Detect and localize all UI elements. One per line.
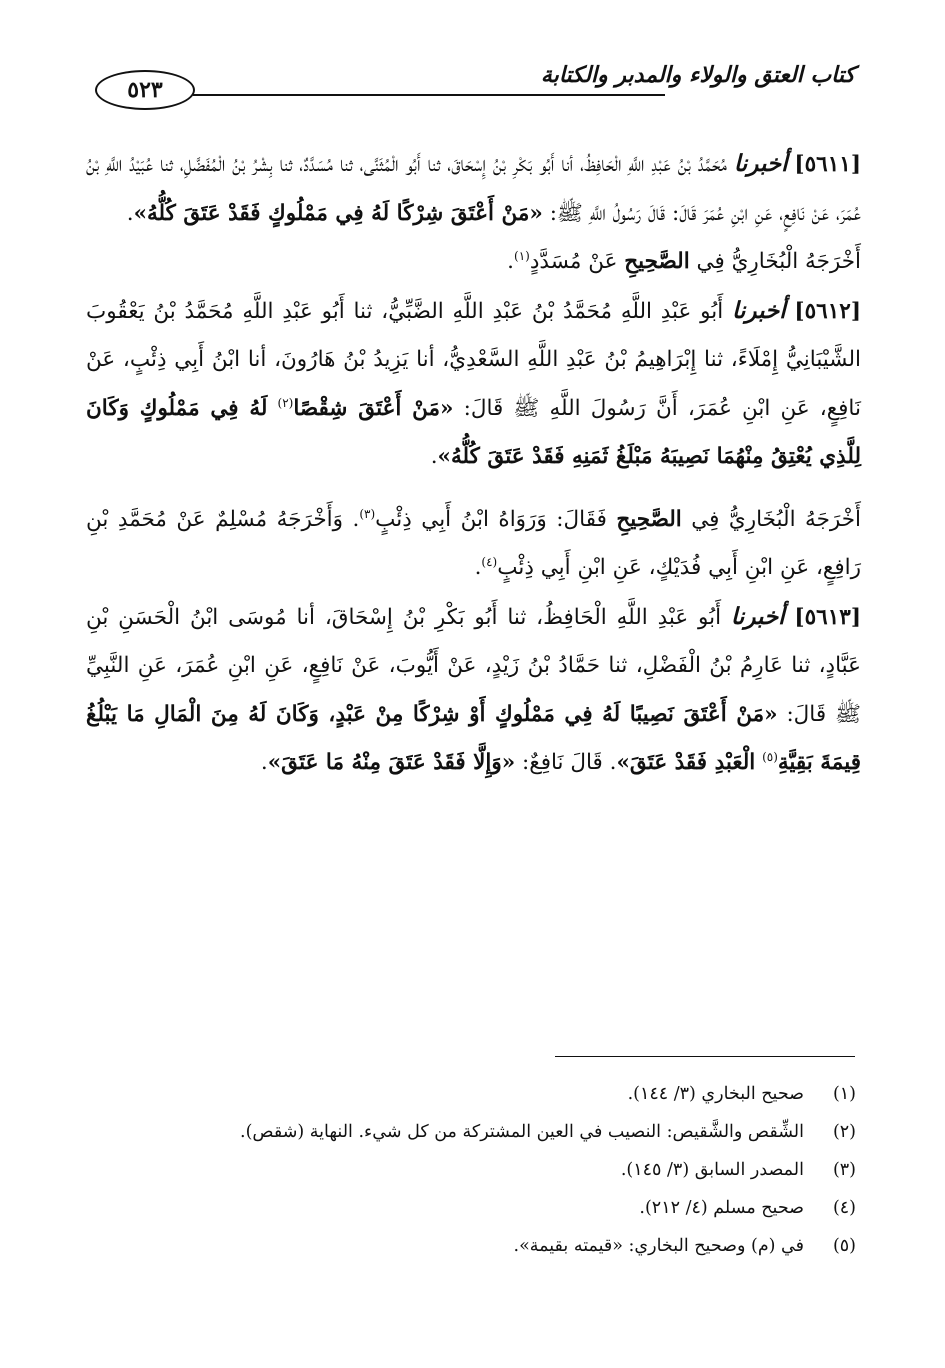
narrator-note: . قَالَ نَافِعٌ: [522, 750, 617, 775]
footnotes [86, 1075, 856, 1265]
hadith-5611 [86, 140, 861, 238]
running-head: كتاب العتق والولاء والمدبر والكتابة [540, 62, 855, 88]
footnote [86, 1227, 856, 1265]
footnote-text: صحيح البخاري (٣/ ١٤٤). [627, 1084, 804, 1104]
period: . [126, 200, 134, 226]
hadith-number: [٥٦١٣] [794, 604, 861, 630]
footnote-text: صحيح مسلم (٤/ ٢١٢). [639, 1198, 804, 1218]
hadith-5612 [86, 287, 861, 482]
takhrij-text: أَخْرَجَهُ الْبُخَارِيُّ فِي [691, 506, 861, 532]
matn: «مَنْ أَعْتَقَ شِرْكًا لَهُ فِي مَمْلُوكٍ فَقَدْ عَتَقَ كُلُّهُ» [133, 200, 543, 226]
hadith-number: [٥٦١١] [794, 152, 861, 177]
isnad: مُحَمَّدُ بْنُ عَبْدِ اللَّهِ الْحَافِظُ، أنا أَبُو بَكْرِ بْنُ إِسْحَاقَ، ثنا أَبُو الْمُثَنَّى، ثنا مُسَدَّدٌ، ثنا بِشْرُ بْنُ الْمُفَضَّلِ، ثنا عُبَيْدُ اللَّهِ بْنُ عُمَرَ، عَنْ نَافِعٍ، عَنِ ابْنِ عُمَرَ قَالَ: قَالَ رَسُولُ اللَّهِ ﷺ: [86, 152, 861, 226]
footnote-rule [555, 1056, 855, 1057]
footnote-text: الشِّقص والشَّقيص: النصيب في العين المشتركة من كل شيء. النهاية (شقص). [240, 1122, 804, 1142]
hadith-5613 [86, 593, 861, 788]
footnote-ref[interactable]: (١) [514, 248, 530, 263]
matn: الْعَبْدِ فَقَدْ عَتَقَ» [616, 750, 756, 775]
page-header [95, 48, 855, 118]
footnote [86, 1113, 856, 1151]
matn: «مَنْ أَعْتَقَ شِقْصًا [293, 395, 454, 421]
source-sahih: الصَّحِيحِ [616, 506, 682, 532]
takhrij-5611 [86, 238, 861, 287]
akhbarana-label: أخبرنا [733, 150, 788, 177]
header-rule [193, 94, 665, 96]
hadith-number: [٥٦١٢] [794, 298, 861, 324]
akhbarana-label: أخبرنا [730, 602, 785, 630]
period: . [430, 444, 438, 469]
footnote-number: (١) [832, 1084, 856, 1104]
footnote-text: المصدر السابق (٣/ ١٤٥). [620, 1160, 804, 1180]
footnote [86, 1189, 856, 1227]
period: . [260, 750, 268, 775]
akhbarana-label: أخبرنا [731, 296, 786, 324]
takhrij-5612 [86, 496, 861, 593]
matn: لَهُ فِي مَمْلُوكٍ وَكَانَ لِلَّذِي يُعْتِقُ مِنْهُمَا نَصِيبَهُ مَبْلَغُ ثَمَنِهِ فَقَدْ عَتَقَ كُلُّهُ» [86, 395, 861, 469]
takhrij-text: فَقَالَ: وَرَوَاهُ ابْنُ أَبِي ذِئْبٍ [375, 506, 607, 532]
page-number: ٥٢٣ [95, 70, 195, 110]
footnote [86, 1151, 856, 1189]
takhrij-text: عَنْ مُسَدَّدٍ [529, 249, 618, 274]
source-sahih: الصَّحِيحِ [624, 249, 690, 274]
matn: «مَنْ أَعْتَقَ نَصِيبًا لَهُ فِي مَمْلُوكٍ أَوْ شِرْكًا مِنْ عَبْدٍ، وَكَانَ لَهُ مِنَ الْمَالِ مَا يَبْلُغُ قِيمَةَ بَقِيَّةِ [86, 701, 861, 775]
takhrij-text: . وَأَخْرَجَهُ مُسْلِمٌ عَنْ مُحَمَّدِ بْنِ رَافِعٍ، عَنِ ابْنِ أَبِي فُدَيْكٍ، عَنِ ابْنِ أَبِي ذِئْبٍ [86, 506, 861, 580]
footnote-number: (٥) [832, 1236, 856, 1256]
footnote-ref[interactable]: (٢) [277, 395, 294, 410]
footnote [86, 1075, 856, 1113]
footnote-text: في (م) وصحيح البخاري: «قيمته بقيمة». [513, 1236, 804, 1256]
footnote-ref[interactable]: (٣) [359, 506, 376, 521]
footnote-ref[interactable]: (٤) [481, 554, 498, 569]
main-text [86, 140, 861, 788]
footnote-number: (٢) [832, 1122, 856, 1142]
footnote-ref[interactable]: (٥) [762, 749, 778, 764]
footnote-number: (٣) [832, 1160, 856, 1180]
period: . [474, 555, 482, 580]
isnad: أَبُو عَبْدِ اللَّهِ الْحَافِظُ، ثنا أَبُو بَكْرِ بْنُ إِسْحَاقَ، أنا مُوسَى ابْنُ الْحَسَنِ بْنِ عَبَّادٍ، ثنا عَارِمُ بْنُ الْفَضْلِ، ثنا حَمَّادُ بْنُ زَيْدٍ، عَنْ أَيُّوبَ، عَنْ نَافِعٍ، عَنِ ابْنِ عُمَرَ، عَنِ النَّبِيِّ ﷺ قَالَ: [86, 604, 861, 727]
isnad: أَبُو عَبْدِ اللَّهِ مُحَمَّدُ بْنُ عَبْدِ اللَّهِ الضَّبِّيُّ، ثنا أَبُو عَبْدِ اللَّهِ مُحَمَّدُ بْنُ يَعْقُوبَ الشَّيْبَانِيُّ إِمْلَاءً، ثنا إِبْرَاهِيمُ بْنُ عَبْدِ اللَّهِ السَّعْدِيُّ، أنا يَزِيدُ بْنُ هَارُونَ، أنا ابْنُ أَبِي ذِئْبٍ، عَنْ نَافِعٍ، عَنِ ابْنِ عُمَرَ، أَنَّ رَسُولَ اللَّهِ ﷺ قَالَ: [86, 298, 861, 421]
matn: «وَإِلَّا فَقَدْ عَتَقَ مِنْهُ مَا عَتَقَ» [267, 750, 516, 775]
period: . [507, 249, 514, 274]
takhrij-text: أَخْرَجَهُ الْبُخَارِيُّ فِي [696, 249, 861, 274]
footnote-number: (٤) [832, 1198, 856, 1218]
